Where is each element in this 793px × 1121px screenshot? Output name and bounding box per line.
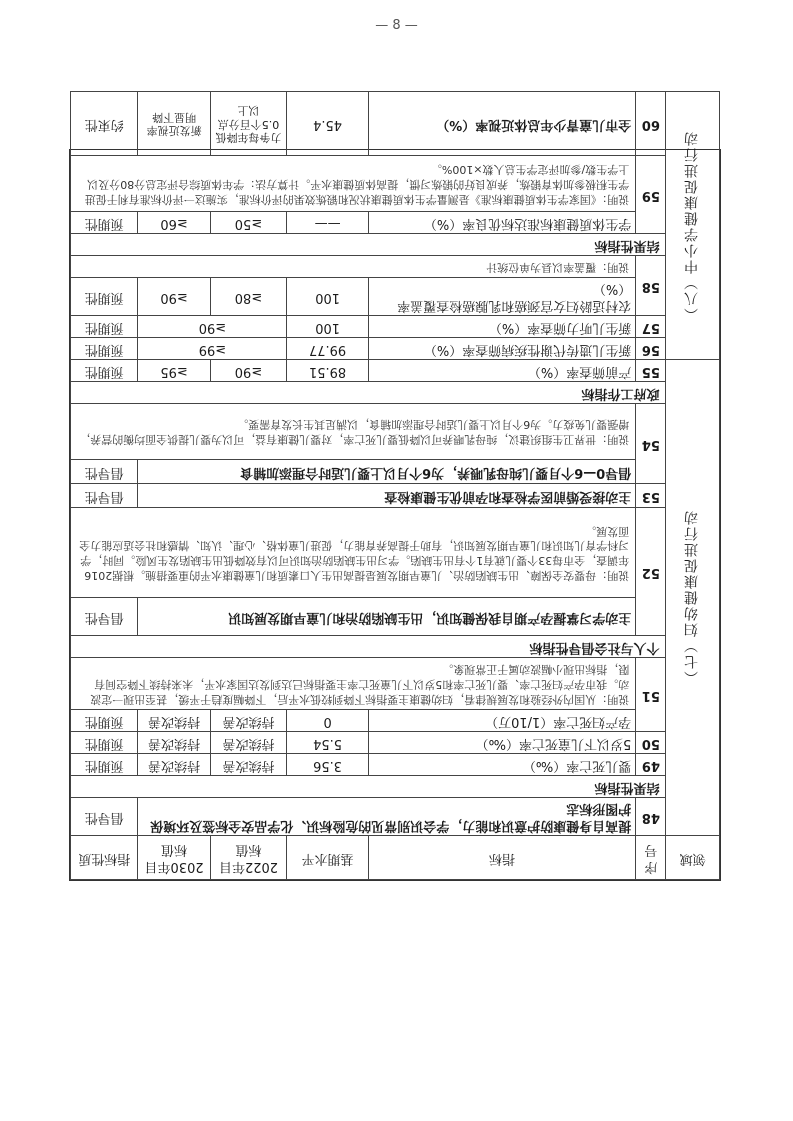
note-row: [71, 156, 720, 212]
row-number: 55: [636, 360, 666, 382]
section-row: [71, 636, 720, 658]
section-row: [71, 776, 720, 798]
table-row: [71, 732, 720, 754]
section-title: 政府工作指标: [71, 382, 667, 404]
indicator-text: 农村适龄妇女宫颈癌和乳腺癌检查覆盖率（%）: [368, 278, 636, 316]
header-property: 指标性质: [71, 836, 139, 880]
target-2030-cell: 新发近视率明显下降: [138, 92, 210, 156]
row-number: 48: [636, 798, 666, 836]
table-header-row: [71, 836, 720, 880]
property-cell: 预期性: [71, 710, 139, 732]
table-row: [71, 316, 720, 338]
note-row: [71, 256, 720, 278]
target-2030-cell: ≥90: [138, 278, 210, 316]
note-text: 说明：母婴安全保障、出生缺陷防治、儿童早期发展是提高出生人口素质和儿童健康水平的重要措施。根据2016年调查，全市每33个婴儿就有1个有出生缺陷。学习出生缺陷防治知识可以有效降低出生缺陷发生风险。同时，学习科学育儿知识和儿童早期发展知识，有助于提高养育能力，促进儿童体格、心理、认知、情感和社会适应能力全面发展。: [71, 508, 636, 598]
indicator-text: 5岁以下儿童死亡率（‰）: [368, 732, 636, 754]
row-number: 56: [636, 338, 666, 360]
target-2030-cell: 持续改善: [138, 710, 210, 732]
property-cell: 倡导性: [71, 484, 139, 508]
indicator-text: 产前筛查率（%）: [368, 360, 636, 382]
property-cell: 倡导性: [71, 598, 139, 636]
indicator-text: 主动学习掌握孕产期自我保健知识，出生缺陷防治和儿童早期发展知识: [138, 598, 636, 636]
row-number: 50: [636, 732, 666, 754]
baseline-cell: 3.56: [287, 754, 368, 776]
target-2022-cell: 持续改善: [210, 754, 287, 776]
note-text: 说明：从国内外经验和发展规律看，妇幼健康主要指标下降到较低水平后，下降幅度趋于平缓，甚至出现一定波动。我市孕产妇死亡率、婴儿死亡率和5岁以下儿童死亡率主要指标已达到发达国家水平，未来持续下降空间有限，指标出现小幅波动属于正常现象。: [71, 658, 636, 710]
row-number: 58: [636, 256, 666, 316]
row-number: 53: [636, 484, 666, 508]
target-2030-cell: ≥95: [138, 360, 210, 382]
indicator-text: 全市儿童青少年总体近视率（%）: [368, 92, 636, 156]
target-2030-cell: 持续改善: [138, 754, 210, 776]
target-2022-cell: 力争每年降低0.5个百分点以上: [210, 92, 287, 156]
target-cell: ≥90: [138, 316, 287, 338]
baseline-cell: 0: [287, 710, 368, 732]
target-2022-cell: 持续改善: [210, 710, 287, 732]
table-row: [71, 278, 720, 316]
header-indicator: 指标: [368, 836, 636, 880]
indicator-table-frame: [69, 103, 721, 881]
row-number: 54: [636, 404, 666, 484]
target-2022-cell: ≥90: [210, 360, 287, 382]
note-text: 说明：世界卫生组织建议，纯母乳喂养可以降低婴儿死亡率，对婴儿健康有益，可以为婴儿提供全面均衡的营养，增强婴儿免疫力。为6个月以上婴儿适时合理添加辅食，以满足其生长发育需要。: [71, 404, 636, 460]
table-row: [71, 798, 720, 836]
property-cell: 约束性: [71, 92, 139, 156]
indicator-text: 新生儿听力筛查率（%）: [368, 316, 636, 338]
target-2030-cell: 持续改善: [138, 732, 210, 754]
property-cell: 倡导性: [71, 460, 139, 484]
baseline-cell: 89.51: [287, 360, 368, 382]
note-row: [71, 404, 720, 460]
note-text: 说明：《国家学生体质健康标准》是测量学生体质健康状况和锻炼效果的评价标准，实施这一评价标准有利于促进学生积极参加体育锻炼，养成良好的锻炼习惯，提高体质健康水平。计算方法：学年体质综合评定总分80分及以上学生数/参加评定学生总人数×100%。: [71, 156, 636, 212]
indicator-text: 提高自身健康防护意识和能力，学会识别常见的危险标识、化学品安全标签及环境保护图形标志: [138, 798, 636, 836]
table-row: [71, 212, 720, 234]
table-row: [71, 598, 720, 636]
indicator-table: [70, 91, 720, 880]
note-row: [71, 508, 720, 598]
indicator-text: 主动接受婚前医学检查和孕前优生健康检查: [138, 484, 636, 508]
baseline-cell: 5.54: [287, 732, 368, 754]
target-2022-cell: ≥80: [210, 278, 287, 316]
row-number: 52: [636, 508, 666, 636]
header-baseline: 基期水平: [287, 836, 368, 880]
row-number: 57: [636, 316, 666, 338]
header-target-2022: 2022年目标值: [210, 836, 287, 880]
target-2030-cell: ≥60: [138, 212, 210, 234]
table-row: [71, 460, 720, 484]
header-no: 序号: [636, 836, 666, 880]
header-target-2030: 2030年目标值: [138, 836, 210, 880]
section-title: 结果性指标: [71, 234, 667, 256]
section-row: [71, 382, 720, 404]
header-domain: 领域: [666, 836, 720, 880]
section-row: [71, 234, 720, 256]
baseline-cell: 99.77: [287, 338, 368, 360]
row-number: 49: [636, 754, 666, 776]
row-number: 60: [636, 92, 666, 156]
table-row: [71, 338, 720, 360]
target-2022-cell: ≥50: [210, 212, 287, 234]
property-cell: 预期性: [71, 212, 139, 234]
property-cell: 预期性: [71, 338, 139, 360]
table-row: [71, 710, 720, 732]
baseline-cell: 45.4: [287, 92, 368, 156]
domain-cell: （八）中小学健康促进行动: [666, 92, 720, 360]
property-cell: 预期性: [71, 278, 139, 316]
property-cell: 预期性: [71, 316, 139, 338]
table-row: [71, 754, 720, 776]
indicator-text: 倡导0—6个月婴儿纯母乳喂养，为6个月以上婴儿适时合理添加辅食: [138, 460, 636, 484]
page-number: — 8 —: [375, 18, 418, 33]
property-cell: 倡导性: [71, 798, 139, 836]
indicator-text: 新生儿遗传代谢性疾病筛查率（%）: [368, 338, 636, 360]
section-title: 结果性指标: [71, 776, 667, 798]
indicator-text: 孕产妇死亡率（1/10万）: [368, 710, 636, 732]
baseline-cell: ——: [287, 212, 368, 234]
note-text: 说明：覆盖率以县为单位统计: [71, 256, 636, 278]
note-row: [71, 658, 720, 710]
table-row: [71, 92, 720, 156]
property-cell: 预期性: [71, 754, 139, 776]
baseline-cell: 100: [287, 316, 368, 338]
indicator-text: 婴儿死亡率（‰）: [368, 754, 636, 776]
indicator-text: 学生体质健康标准达标优良率（%）: [368, 212, 636, 234]
section-title: 个人与社会倡导性指标: [71, 636, 667, 658]
row-number: 51: [636, 658, 666, 732]
target-cell: ≥99: [138, 338, 287, 360]
target-2022-cell: 持续改善: [210, 732, 287, 754]
property-cell: 预期性: [71, 732, 139, 754]
baseline-cell: 100: [287, 278, 368, 316]
row-number: 59: [636, 156, 666, 234]
domain-cell: （七）妇幼健康促进行动: [666, 360, 720, 836]
table-row: [71, 360, 720, 382]
table-row: [71, 484, 720, 508]
property-cell: 预期性: [71, 360, 139, 382]
